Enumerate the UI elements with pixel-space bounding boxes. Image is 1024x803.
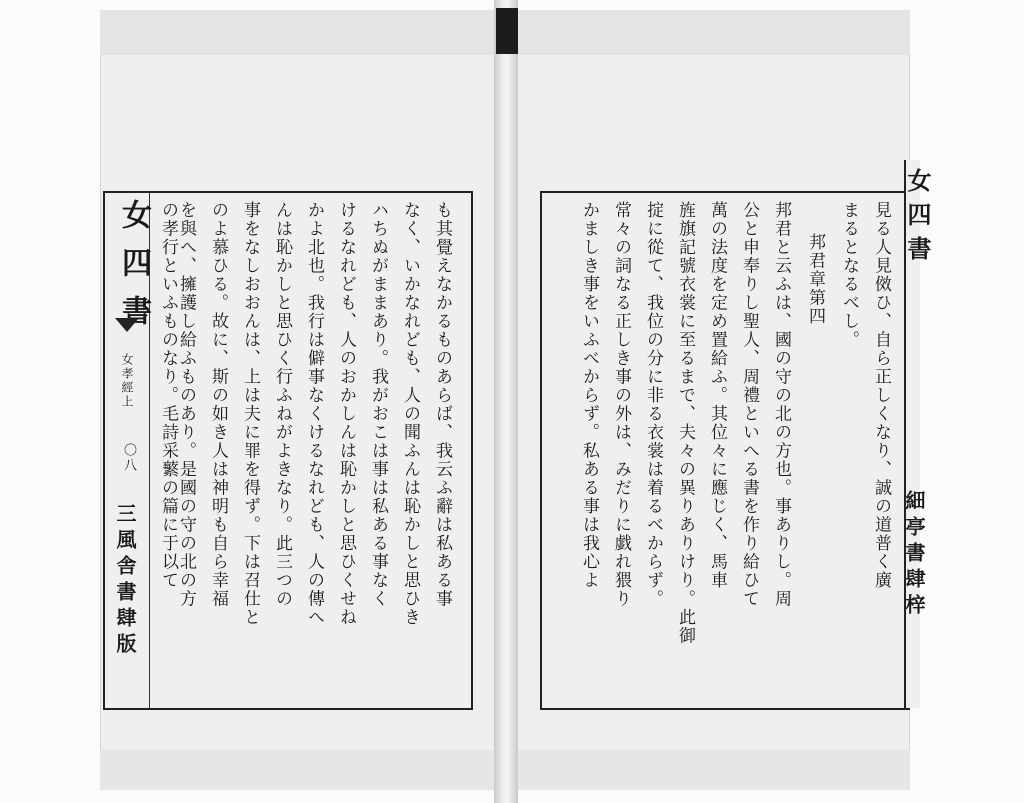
right-running-title: 女四書 <box>903 168 932 270</box>
right-text-frame <box>540 191 910 710</box>
right-text-column-2: まるとなるべし。 <box>839 201 859 349</box>
left-text-column-4: けるなれども、人のおかしんは恥かしと思ひくせね <box>336 201 356 627</box>
left-running-title: 女四書 <box>116 199 151 343</box>
right-text-column-7: 旌旗記號衣裳に至るまで、夫々の異りありけり。此御 <box>675 201 695 645</box>
right-text-column-6: 萬の法度を定め置給ふ。其位々に應じく、馬車 <box>707 201 727 590</box>
right-page-bottom-margin <box>512 750 910 790</box>
right-page-top-margin <box>512 10 910 55</box>
book-gutter <box>494 0 518 803</box>
left-publisher-mark: 三風舎書肆版 <box>113 503 137 659</box>
right-text-column-5: 公と申奉りし聖人、周禮といへる書を作り給ひて <box>739 201 759 608</box>
right-text-column-10: かましき事をいふべからず。私ある事は我心よ <box>579 201 599 590</box>
left-section-label: 女孝經上 <box>120 353 134 409</box>
left-page-bottom-margin <box>100 750 496 790</box>
right-hashira <box>902 160 932 708</box>
left-text-column-7: 事をなしおおんは、上は夫に罪を得ず。下は召仕と <box>240 201 260 627</box>
left-page-number: 〇八 <box>121 443 136 473</box>
left-text-column-1: も其覺えなかるものあらば、我云ふ辭は私ある事 <box>432 201 452 608</box>
left-text-column-3: ハちぬがままあり。我がおこは事は私ある事なく <box>368 201 388 608</box>
right-text-column-8: 掟に從て、我位の分に非る衣裳は着るべからず。 <box>643 201 663 608</box>
left-text-column-8: のよ慕ひる。故に、斯の如き人は神明も自ら幸福 <box>208 201 228 608</box>
binding-shadow <box>496 8 518 54</box>
left-text-column-10: の孝行といふものなり。毛詩采蘩の篇に于以て <box>158 201 178 590</box>
right-text-column-4: 邦君と云ふは、國の守の北の方也。事ありし。周 <box>771 201 791 608</box>
left-text-column-6: んは恥かしと思ひく行ふねがよきなり。此三つの <box>272 201 292 608</box>
left-text-column-9: を與へ、擁護し給ふものあり。是國の守の北の方 <box>176 201 196 608</box>
right-text-column-9: 常々の詞なる正しき事の外は、みだりに戯れ猥り <box>611 201 631 608</box>
left-text-column-5: かよ北也。我行は僻事なくけるなれども、人の傳へ <box>304 201 324 627</box>
chapter-heading: 邦君章第四 <box>805 233 825 326</box>
right-text-column-1: 見る人見傚ひ、自ら正しくなり、誠の道普く廣 <box>871 201 891 590</box>
fish-tail-ornament <box>115 318 139 332</box>
right-publisher-mark: 細亭書肆梓 <box>902 490 926 620</box>
left-hashira <box>105 193 150 708</box>
left-text-column-2: なく、いかなれども、人の聞ふんは恥かしと思ひき <box>400 201 420 627</box>
left-text-frame <box>103 191 473 710</box>
left-page-top-margin <box>100 10 496 55</box>
